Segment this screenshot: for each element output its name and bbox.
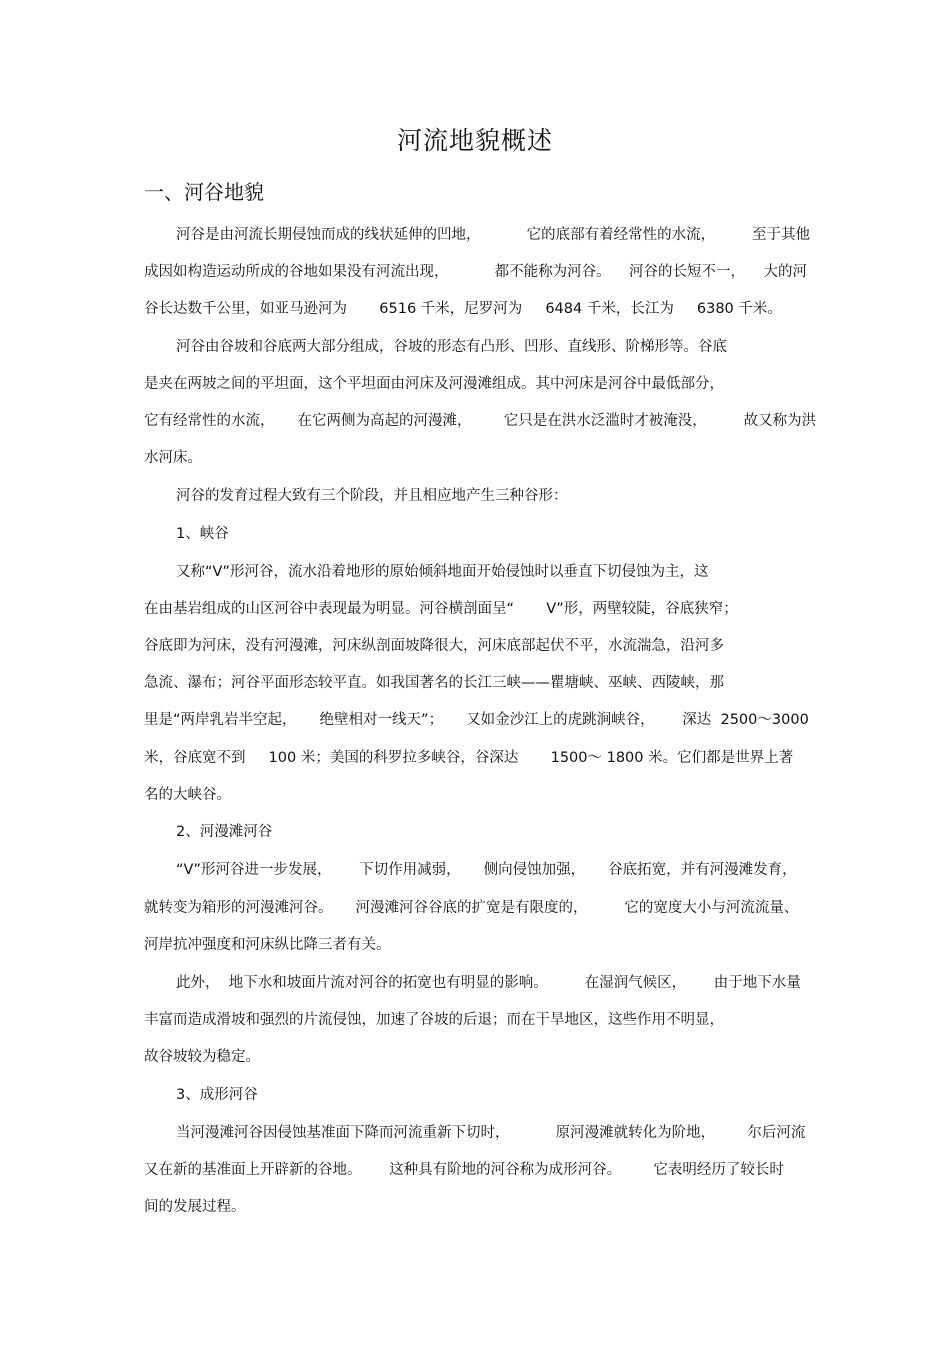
paragraph-line: 它有经常性的水流， 在它两侧为高起的河漫滩， 它只是在洪水泛滥时才被淹没， 故又称为洪	[144, 413, 817, 429]
paragraph-line: 里是“两岸乳岩半空起， 绝壁相对一线天”； 又如金沙江上的虎跳涧峡谷， 深达 2500～3000	[144, 712, 809, 728]
paragraph-line: 谷长达数千公里，如亚马逊河为 6516 千米，尼罗河为 6484 千米，长江为 6380 千米。	[144, 301, 782, 317]
paragraph-line: 是夹在两坡之间的平坦面，这个平坦面由河床及河漫滩组成。其中河床是河谷中最低部分，	[144, 376, 724, 392]
paragraph-line: “V”形河谷进一步发展， 下切作用减弱， 侧向侵蚀加强， 谷底拓宽，并有河漫滩发育，	[176, 862, 797, 878]
paragraph-line: 急流、瀑布；河谷平面形态较平直。如我国著名的长江三峡——瞿塘峡、巫峡、西陵峡，那	[144, 675, 724, 691]
paragraph-line: 名的大峡谷。	[144, 787, 231, 803]
paragraph-line: 又在新的基准面上开辟新的谷地。 这种具有阶地的河谷称为成形河谷。 它表明经历了较长时	[144, 1162, 784, 1178]
paragraph-line: 当河漫滩河谷因侵蚀基准面下降而河流重新下切时， 原河漫滩就转化为阶地， 尔后河流	[176, 1125, 806, 1141]
paragraph-line: 河谷的发育过程大致有三个阶段，并且相应地产生三种谷形：	[176, 488, 568, 504]
paragraph-line: 故谷坡较为稳定。	[144, 1049, 260, 1065]
subsection-heading: 2、河漫滩河谷	[176, 824, 273, 840]
paragraph-line: 就转变为箱形的河漫滩河谷。 河漫滩河谷谷底的扩宽是有限度的， 它的宽度大小与河流流量、	[144, 900, 799, 916]
subsection-heading: 1、峡谷	[176, 526, 229, 542]
paragraph-line: 在由基岩组成的山区河谷中表现最为明显。河谷横剖面呈“ V”形，两壁较陡，谷底狭窄；	[144, 601, 738, 617]
paragraph-line: 河谷由谷坡和谷底两大部分组成，谷坡的形态有凸形、凹形、直线形、阶梯形等。谷底	[176, 339, 727, 355]
paragraph-line: 丰富而造成滑坡和强烈的片流侵蚀，加速了谷坡的后退；而在干旱地区，这些作用不明显，	[144, 1012, 724, 1028]
subsection-heading: 3、成形河谷	[176, 1087, 258, 1103]
paragraph-line: 此外， 地下水和坡面片流对河谷的拓宽也有明显的影响。 在湿润气候区， 由于地下水量	[176, 975, 801, 991]
paragraph-line: 河谷是由河流长期侵蚀而成的线状延伸的凹地， 它的底部有着经常性的水流， 至于其他	[176, 227, 810, 243]
paragraph-line: 谷底即为河床，没有河漫滩，河床纵剖面坡降很大，河床底部起伏不平，水流湍急，沿河多	[144, 638, 724, 654]
page-title: 河流地貌概述	[396, 126, 553, 155]
paragraph-line: 成因如构造运动所成的谷地如果没有河流出现， 都不能称为河谷。 河谷的长短不一， 大的河	[144, 264, 807, 280]
section-heading: 一、河谷地貌	[144, 180, 264, 204]
paragraph-line: 又称“V”形河谷，流水沿着地形的原始倾斜地面开始侵蚀时以垂直下切侵蚀为主，这	[176, 564, 709, 580]
paragraph-line: 河岸抗冲强度和河床纵比降三者有关。	[144, 937, 391, 953]
paragraph-line: 间的发展过程。	[144, 1199, 246, 1215]
paragraph-line: 水河床。	[144, 450, 202, 466]
paragraph-line: 米，谷底宽不到 100 米；美国的科罗拉多峡谷，谷深达 1500～ 1800 米。它们都是世界上著	[144, 750, 794, 766]
